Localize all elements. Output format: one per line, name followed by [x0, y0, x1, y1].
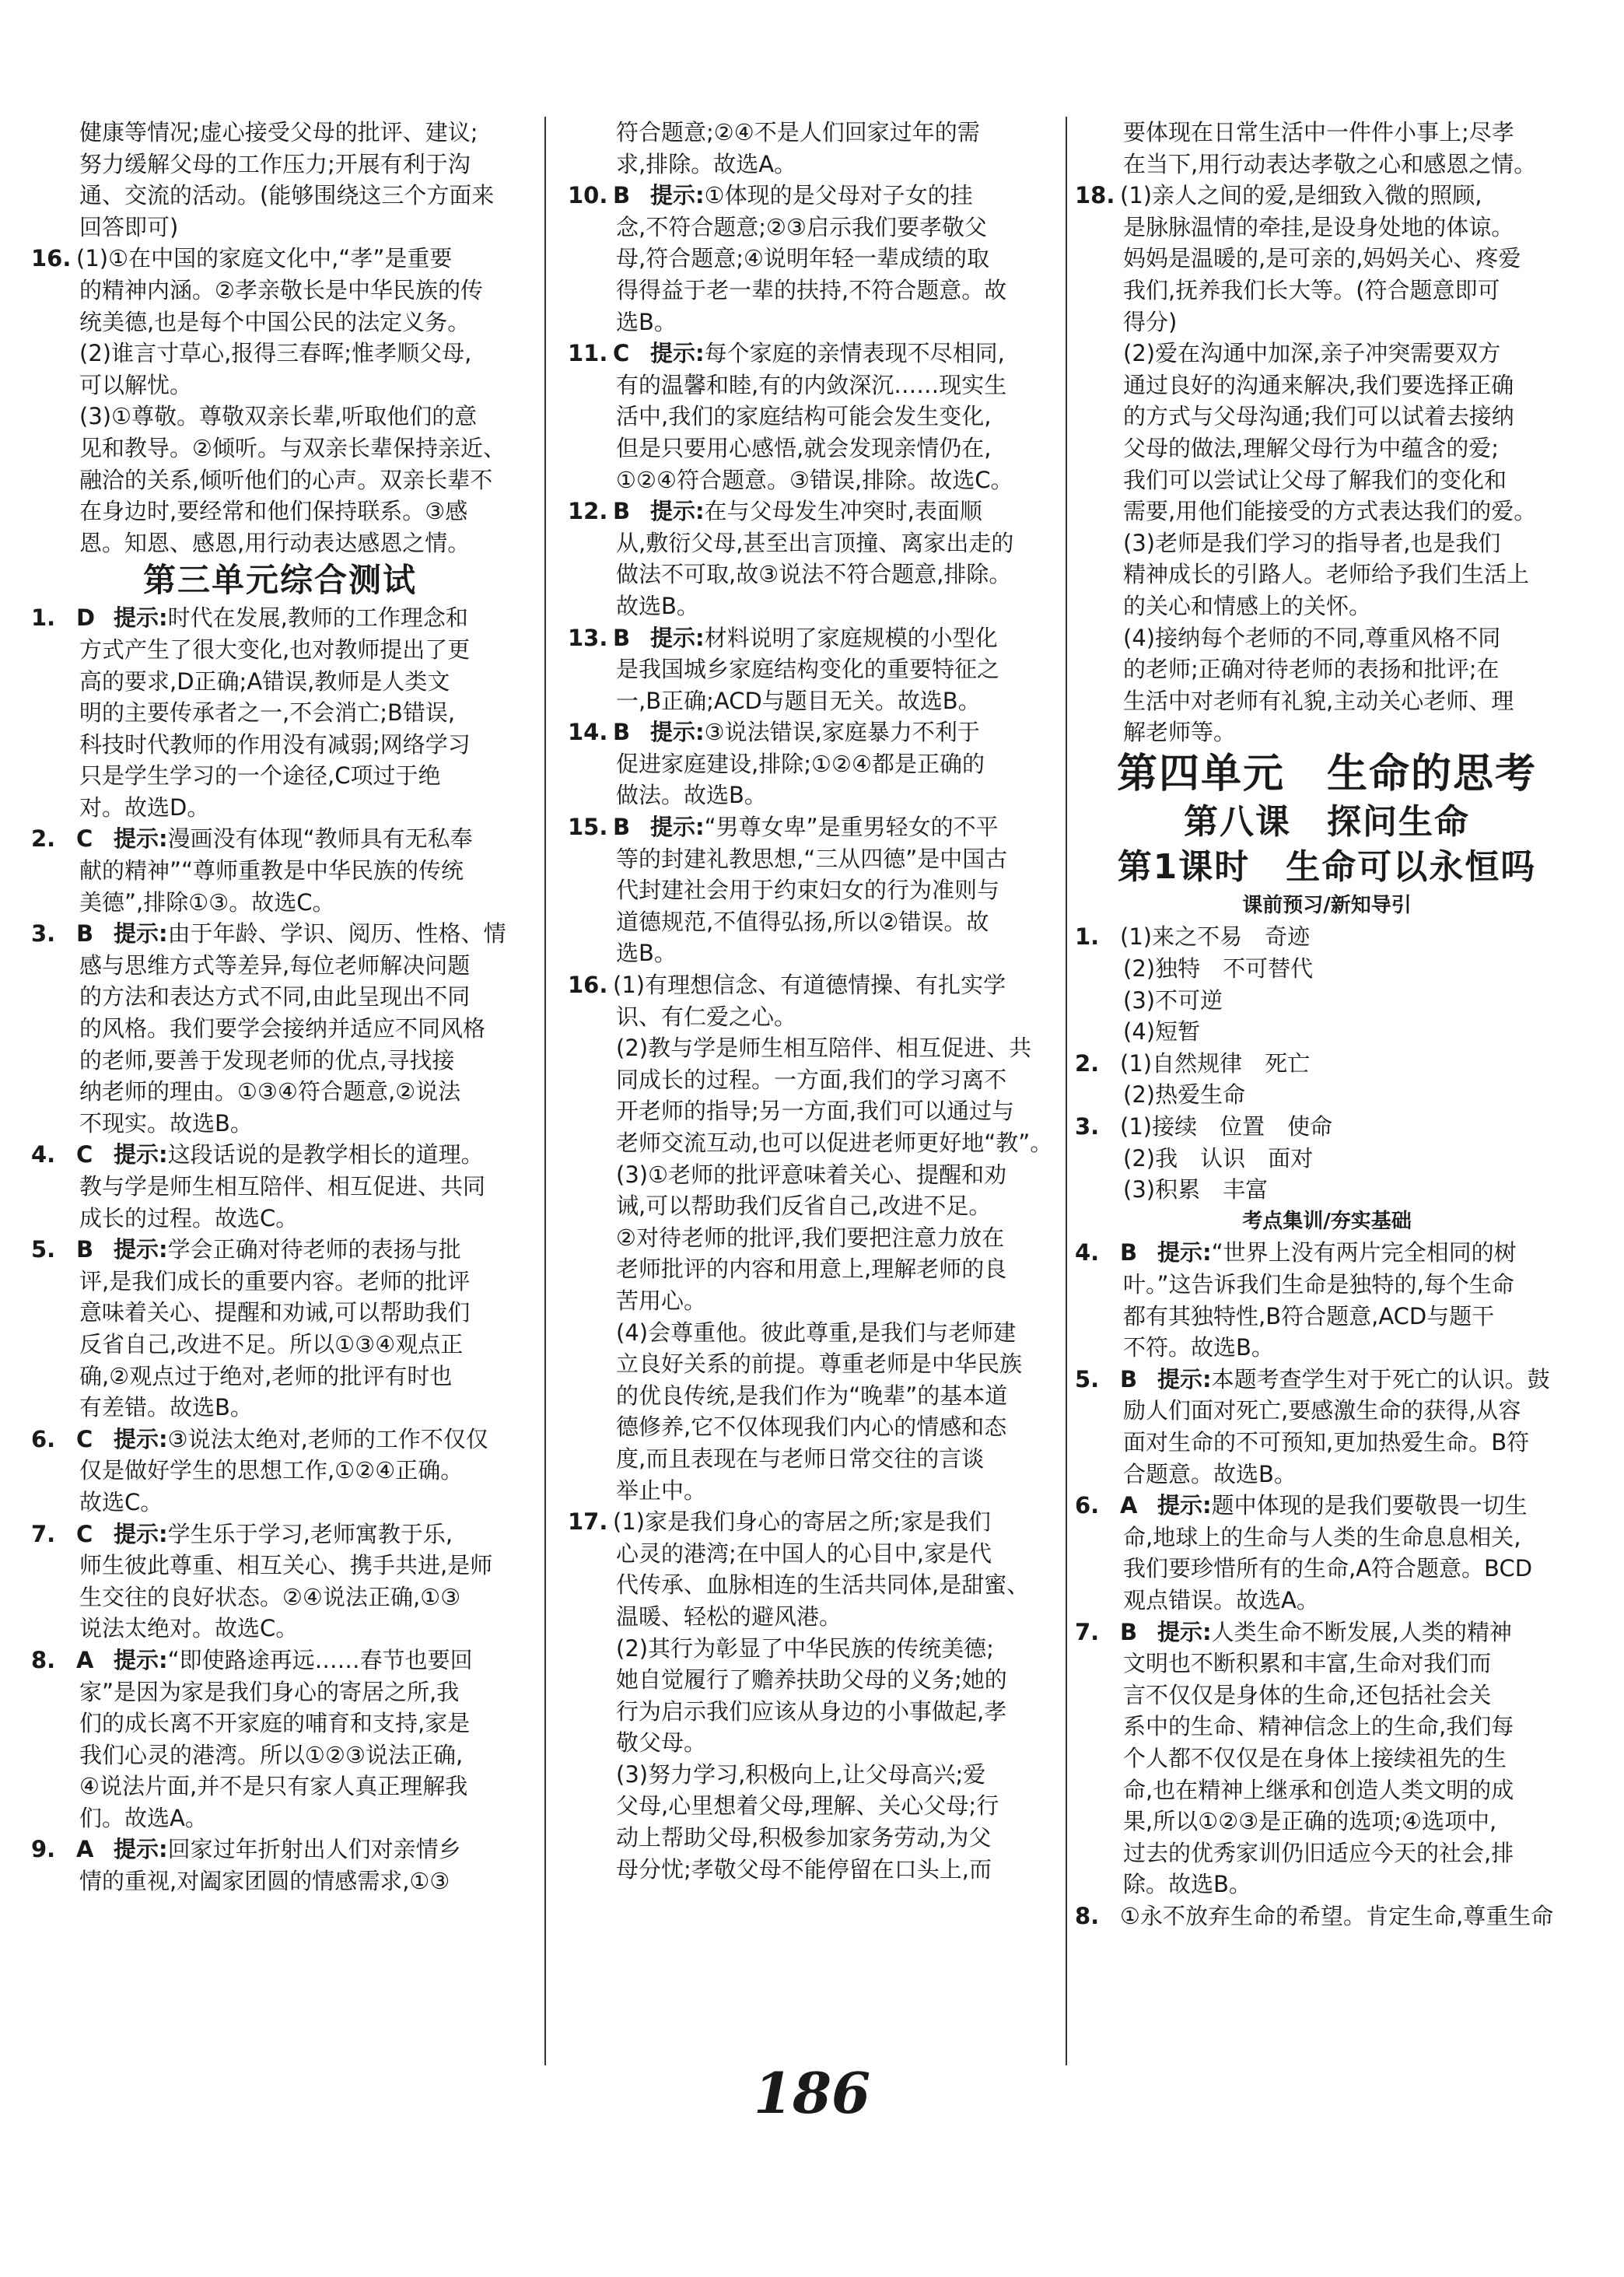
- text-line: 的老师,要善于发现老师的优点,寻找接: [79, 1046, 455, 1074]
- text-line: 动上帮助父母,积极参加家务劳动,为父: [616, 1824, 992, 1851]
- text-line: 感与思维方式等差异,每位老师解决问题: [79, 951, 471, 979]
- text-line: 我们要珍惜所有的生命,A符合题意。BCD: [1123, 1555, 1533, 1582]
- text-line: 立良好关系的前提。尊重老师是中华民族: [616, 1350, 1023, 1378]
- answer-letter: B: [613, 498, 631, 525]
- answer-letter: C: [76, 1425, 93, 1452]
- answer-text: 每个家庭的亲情表现不尽相同,: [704, 340, 1005, 367]
- text-line: 得得益于老一辈的扶持,不符合题意。故: [616, 276, 1007, 303]
- text-line: (2)我 认识 面对: [1123, 1144, 1314, 1172]
- answer-letter: B: [613, 624, 631, 651]
- answer-letter: C: [613, 340, 630, 367]
- hint-label: 提示:: [114, 604, 168, 632]
- text-line: 不现实。故选B。: [79, 1109, 253, 1137]
- text-line: 反省自己,改进不足。所以①③④观点正: [79, 1330, 464, 1357]
- answer-item: [31, 1519, 529, 1550]
- question-number: 11.: [568, 340, 608, 367]
- text-line: 融洽的关系,倾听他们的心声。双亲长辈不: [79, 466, 493, 493]
- text-line: ④说法片面,并不是只有家人真正理解我: [79, 1773, 468, 1800]
- text-line: (3)老师是我们学习的指导者,也是我们: [1123, 529, 1501, 556]
- text-line: 举止中。: [616, 1477, 707, 1504]
- text-line: 诫,可以帮助我们反省自己,改进不足。: [616, 1193, 992, 1220]
- answer-item: [31, 1234, 529, 1266]
- text-line: 的方式与父母沟通;我们可以试着去接纳: [1123, 403, 1514, 430]
- question-number: 15.: [568, 814, 608, 841]
- question-number: 4.: [1075, 1239, 1100, 1266]
- question-number: 1.: [31, 604, 56, 632]
- text-line: (2)爱在沟通中加深,亲子冲突需要双方: [1123, 340, 1501, 367]
- hint-label: 提示:: [1157, 1618, 1212, 1645]
- text-line: (4)会尊重他。彼此尊重,是我们与老师建: [616, 1319, 1017, 1346]
- text-line: (3)①尊敬。尊敬双亲长辈,听取他们的意: [79, 403, 478, 430]
- text-line: 老师交流互动,也可以促进老师更好地“教”。: [616, 1130, 1053, 1156]
- answer-item: [31, 1834, 529, 1865]
- question-number: 16.: [31, 245, 72, 272]
- question-number: 9.: [31, 1836, 56, 1863]
- hint-label: 提示:: [114, 1236, 168, 1263]
- answer-item: [31, 1139, 529, 1171]
- question-number: 17.: [568, 1508, 608, 1536]
- text-line: 励人们面对死亡,要感激生命的获得,从容: [1123, 1397, 1521, 1424]
- answer-item: [568, 1506, 1058, 1538]
- question-number: 3.: [1075, 1113, 1100, 1140]
- question-number: 7.: [1075, 1618, 1100, 1645]
- text-line: 言不仅仅是身体的生命,还包括社会关: [1123, 1681, 1492, 1708]
- section-subheading: 考点集训/夯实基础: [1242, 1209, 1412, 1233]
- answer-letter: B: [1120, 1239, 1138, 1266]
- question-number: 7.: [31, 1520, 56, 1547]
- answer-item: [1075, 1900, 1579, 1932]
- answer-text: 本题考查学生对于死亡的认识。鼓: [1211, 1365, 1550, 1392]
- text-line: 系中的生命、精神信念上的生命,我们每: [1123, 1713, 1514, 1740]
- text-line: 只是学生学习的一个途径,C项过于绝: [79, 762, 441, 790]
- lesson-title: 第八课 探问生命: [1184, 801, 1470, 842]
- text-line: (3)①老师的批评意味着关心、提醒和劝: [616, 1161, 1007, 1188]
- question-number: 2.: [31, 825, 56, 853]
- answer-text: (1)接续 位置 使命: [1120, 1113, 1333, 1140]
- text-line: 故选C。: [79, 1488, 163, 1515]
- answer-letter: B: [613, 182, 631, 209]
- text-line: 精神成长的引路人。老师给予我们生活上: [1123, 561, 1530, 588]
- text-line: 不符。故选B。: [1123, 1334, 1274, 1361]
- answer-text: (1)①在中国的家庭文化中,“孝”是重要: [76, 245, 453, 272]
- answer-item: [1075, 921, 1579, 953]
- text-line: 统美德,也是每个中国公民的法定义务。: [79, 308, 471, 335]
- text-line: 在身边时,要经常和他们保持联系。③感: [79, 498, 468, 525]
- text-line: 温暖、轻松的避风港。: [616, 1603, 842, 1630]
- answer-letter: A: [1120, 1492, 1138, 1519]
- text-line: 有的温馨和睦,有的内敛深沉……现实生: [616, 371, 1007, 398]
- section-subheading: 课前预习/新知导引: [1242, 893, 1412, 917]
- text-line: 识、有仁爱之心。: [616, 1003, 797, 1030]
- text-line: 献的精神”“尊师重教是中华民族的传统: [79, 857, 464, 885]
- text-line: 是脉脉温情的牵挂,是设身处地的体谅。: [1123, 213, 1514, 240]
- hint-label: 提示:: [650, 814, 705, 841]
- text-line: 敬父母。: [616, 1729, 707, 1757]
- question-number: 10.: [568, 182, 608, 209]
- question-number: 16.: [568, 972, 608, 999]
- question-number: 5.: [31, 1236, 56, 1263]
- text-line: 代传承、血脉相连的生活共同体,是甜蜜、: [616, 1571, 1030, 1599]
- answer-text: (1)来之不易 奇迹: [1120, 923, 1311, 951]
- answer-letter: A: [76, 1646, 94, 1673]
- text-line: 父母的做法,理解父母行为中蕴含的爱;: [1123, 434, 1499, 461]
- text-line: 意味着关心、提醒和劝诫,可以帮助我们: [79, 1299, 471, 1326]
- answer-item: [31, 1645, 529, 1676]
- text-line: 苦用心。: [616, 1287, 707, 1314]
- text-line: 同成长的过程。一方面,我们的学习离不: [616, 1066, 1007, 1093]
- question-number: 13.: [568, 624, 608, 651]
- answer-column-1: [31, 117, 529, 1897]
- text-line: 母分忧;孝敬父母不能停留在口头上,而: [616, 1855, 992, 1883]
- answer-item: [1075, 1617, 1579, 1648]
- text-line: 通、交流的活动。(能够围绕这三个方面来: [79, 182, 495, 209]
- hint-label: 提示:: [114, 1646, 168, 1673]
- text-line: (3)努力学习,积极向上,让父母高兴;爱: [616, 1760, 986, 1788]
- text-line: 们。故选A。: [79, 1804, 208, 1831]
- text-line: 需要,用他们能接受的方式表达我们的爱。: [1123, 498, 1537, 525]
- text-line: 老师批评的内容和用意上,理解老师的良: [616, 1256, 1007, 1283]
- answer-item: [31, 823, 529, 855]
- text-line: 求,排除。故选A。: [616, 150, 797, 177]
- text-line: (4)短暂: [1123, 1018, 1201, 1046]
- answer-text: 回家过年折射出人们对亲情乡: [167, 1836, 461, 1863]
- text-line: 方式产生了很大变化,也对教师提出了更: [79, 636, 471, 663]
- unit-heading: 第三单元综合测试: [142, 561, 417, 600]
- text-line: 科技时代教师的作用没有减弱;网络学习: [79, 730, 471, 758]
- text-line: (2)教与学是师生相互陪伴、相互促进、共: [616, 1035, 1032, 1062]
- answer-item: [568, 338, 1058, 370]
- hint-label: 提示:: [650, 182, 705, 209]
- answer-text: 在与父母发生冲突时,表面顺: [704, 498, 982, 525]
- question-number: 12.: [568, 498, 608, 525]
- answer-item: [568, 969, 1058, 1001]
- answer-item: [31, 602, 529, 634]
- hint-label: 提示:: [650, 340, 705, 367]
- text-line: 回答即可): [79, 213, 179, 240]
- text-line: (2)热爱生命: [1123, 1081, 1246, 1109]
- hint-label: 提示:: [114, 920, 168, 948]
- answer-text: 材料说明了家庭规模的小型化: [704, 624, 998, 651]
- answer-letter: C: [76, 1520, 93, 1547]
- column-divider-right: [1066, 117, 1067, 2065]
- text-line: 过去的优秀家训仍旧适应今天的社会,排: [1123, 1839, 1514, 1866]
- text-line: 的优良传统,是我们作为“晚辈”的基本道: [616, 1382, 1008, 1409]
- answer-letter: D: [76, 604, 96, 632]
- hint-label: 提示:: [1157, 1492, 1212, 1519]
- answer-column-3: [1075, 117, 1579, 1932]
- text-line: 要体现在日常生活中一件件小事上;尽孝: [1123, 119, 1514, 145]
- text-line: 我们可以尝试让父母了解我们的变化和: [1123, 466, 1507, 493]
- text-line: 解老师等。: [1123, 719, 1237, 746]
- answer-text: ③说法错误,家庭暴力不利于: [704, 719, 980, 746]
- text-line: 她自觉履行了赡养扶助父母的义务;她的: [616, 1666, 1007, 1694]
- question-number: 5.: [1075, 1365, 1100, 1392]
- answer-column-2: [568, 117, 1058, 1885]
- answer-text: 题中体现的是我们要敬畏一切生: [1211, 1492, 1528, 1519]
- text-line: 符合题意;②④不是人们回家过年的需: [616, 119, 980, 145]
- text-line: 的关心和情感上的关怀。: [1123, 592, 1372, 619]
- unit-title: 第四单元 生命的思考: [1116, 750, 1537, 797]
- text-line: (2)谁言寸草心,报得三春晖;惟孝顺父母,: [79, 340, 472, 367]
- hint-label: 提示:: [114, 1520, 168, 1547]
- answer-item: [568, 716, 1058, 748]
- text-line: 健康等情况;虚心接受父母的批评、建议;: [79, 119, 478, 145]
- page-number: 186: [753, 2060, 871, 2126]
- answer-text: (1)有理想信念、有道德情操、有扎实学: [613, 972, 1006, 999]
- column-divider-left: [544, 117, 546, 2065]
- text-line: 开老师的指导;另一方面,我们可以通过与: [616, 1098, 1014, 1125]
- text-line: 美德”,排除①③。故选C。: [79, 888, 335, 916]
- text-line: 的风格。我们要学会接纳并适应不同风格: [79, 1015, 486, 1042]
- text-line: 成长的过程。故选C。: [79, 1204, 299, 1231]
- text-line: 情的重视,对阖家团圆的情感需求,①③: [79, 1868, 450, 1895]
- answer-text: 学会正确对待老师的表扬与批: [167, 1236, 461, 1263]
- question-number: 4.: [31, 1141, 56, 1168]
- text-line: 可以解忧。: [79, 371, 193, 398]
- question-number: 1.: [1075, 923, 1100, 951]
- text-line: 我们心灵的港湾。所以①②③说法正确,: [79, 1741, 464, 1768]
- hint-label: 提示:: [114, 825, 168, 853]
- text-line: 叶。”这告诉我们生命是独特的,每个生命: [1123, 1271, 1514, 1298]
- text-line: 努力缓解父母的工作压力;开展有利于沟: [79, 150, 471, 177]
- hint-label: 提示:: [650, 624, 705, 651]
- text-line: 文明也不断积累和丰富,生命对我们而: [1123, 1650, 1492, 1677]
- text-line: 通过良好的沟通来解决,我们要选择正确: [1123, 371, 1514, 398]
- text-line: 确,②观点过于绝对,老师的批评有时也: [79, 1362, 453, 1389]
- text-line: 个人都不仅仅是在身体上接续祖先的生: [1123, 1744, 1507, 1771]
- answer-letter: C: [76, 1141, 93, 1168]
- hint-label: 提示:: [114, 1425, 168, 1452]
- text-line: (2)其行为彰显了中华民族的传统美德;: [616, 1634, 994, 1662]
- text-line: 恩。知恩、感恩,用行动表达感恩之情。: [79, 529, 471, 556]
- hint-label: 提示:: [114, 1141, 168, 1168]
- text-line: 果,所以①②③是正确的选项;④选项中,: [1123, 1808, 1497, 1835]
- answer-item: [31, 918, 529, 950]
- hint-label: 提示:: [650, 498, 705, 525]
- text-line: 等的封建礼教思想,“三从四德”是中国古: [616, 845, 1008, 872]
- text-line: 纳老师的理由。①③④符合题意,②说法: [79, 1078, 461, 1105]
- answer-text: ③说法太绝对,老师的工作不仅仅: [167, 1425, 488, 1452]
- text-line: 一,B正确;ACD与题目无关。故选B。: [616, 687, 981, 714]
- answer-item: [1075, 180, 1579, 212]
- text-line: 得分): [1123, 308, 1178, 335]
- answer-text: 这段话说的是教学相长的道理。: [167, 1141, 484, 1168]
- answer-text: (1)家是我们身心的寄居之所;家是我们: [613, 1508, 991, 1536]
- text-line: 有差错。故选B。: [79, 1394, 253, 1421]
- text-line: 活中,我们的家庭结构可能会发生变化,: [616, 403, 992, 430]
- text-line: 做法不可取,故③说法不符合题意,排除。: [616, 561, 1012, 588]
- answer-letter: B: [76, 920, 94, 948]
- text-line: 代封建社会用于约束妇女的行为准则与: [616, 877, 1000, 904]
- text-line: 我们,抚养我们长大等。(符合题意即可: [1123, 276, 1500, 303]
- question-number: 6.: [31, 1425, 56, 1452]
- text-line: 师生彼此尊重、相互关心、携手共进,是师: [79, 1552, 493, 1579]
- answer-item: [31, 243, 529, 275]
- text-line: 选B。: [616, 940, 677, 967]
- text-line: 德修养,它不仅体现我们内心的情感和态: [616, 1413, 1007, 1441]
- answer-item: [568, 811, 1058, 843]
- answer-text: 漫画没有体现“教师具有无私奉: [167, 825, 473, 853]
- text-line: 是我国城乡家庭结构变化的重要特征之: [616, 656, 1000, 683]
- answer-item: [568, 622, 1058, 654]
- text-line: 道德规范,不值得弘扬,所以②错误。故: [616, 908, 989, 935]
- text-line: 都有其独特性,B符合题意,ACD与题干: [1123, 1302, 1495, 1329]
- text-line: 的老师;正确对待老师的表扬和批评;在: [1123, 656, 1500, 683]
- answer-letter: A: [76, 1836, 94, 1863]
- text-line: 说法太绝对。故选C。: [79, 1615, 299, 1642]
- text-line: 念,不符合题意;②③启示我们要孝敬父: [616, 213, 987, 240]
- hint-label: 提示:: [1157, 1239, 1212, 1266]
- text-line: 从,敷衍父母,甚至出言顶撞、离家出走的: [616, 529, 1014, 556]
- text-line: (2)独特 不可替代: [1123, 955, 1314, 983]
- text-line: ②对待老师的批评,我们要把注意力放在: [616, 1224, 1005, 1251]
- answer-letter: B: [1120, 1618, 1138, 1645]
- text-line: (3)积累 丰富: [1123, 1176, 1269, 1203]
- text-line: 选B。: [616, 308, 677, 335]
- text-line: 命,也在精神上继承和创造人类文明的成: [1123, 1776, 1514, 1803]
- question-number: 2.: [1075, 1049, 1100, 1077]
- answer-letter: B: [1120, 1365, 1138, 1392]
- answer-item: [568, 180, 1058, 212]
- text-line: 仅是做好学生的思想工作,①②④正确。: [79, 1457, 464, 1484]
- answer-text: (1)自然规律 死亡: [1120, 1049, 1311, 1077]
- text-line: 面对生命的不可预知,更加热爱生命。B符: [1123, 1428, 1530, 1456]
- answer-text: ①永不放弃生命的希望。肯定生命,尊重生命: [1120, 1902, 1554, 1929]
- answer-letter: B: [613, 814, 631, 841]
- question-number: 3.: [31, 920, 56, 948]
- question-number: 8.: [31, 1646, 56, 1673]
- text-line: (3)不可逆: [1123, 986, 1223, 1014]
- answer-letter: B: [613, 719, 631, 746]
- lesson-title: 第1课时 生命可以永恒吗: [1117, 846, 1537, 887]
- text-line: 生交往的良好状态。②④说法正确,①③: [79, 1583, 461, 1610]
- hint-label: 提示:: [650, 719, 705, 746]
- text-line: 的方法和表达方式不同,由此呈现出不同: [79, 983, 471, 1011]
- question-number: 14.: [568, 719, 608, 746]
- text-line: 心灵的港湾;在中国人的心目中,家是代: [616, 1540, 992, 1567]
- text-line: 母,符合题意;④说明年轻一辈成绩的取: [616, 245, 989, 272]
- answer-text: (1)亲人之间的爱,是细致入微的照顾,: [1120, 182, 1482, 209]
- question-number: 8.: [1075, 1902, 1100, 1929]
- answer-item: [1075, 1490, 1579, 1522]
- text-line: 家”是因为家是我们身心的寄居之所,我: [79, 1678, 460, 1705]
- text-line: 高的要求,D正确;A错误,教师是人类文: [79, 667, 450, 695]
- answer-letter: B: [76, 1236, 94, 1263]
- answer-item: [1075, 1048, 1579, 1080]
- text-line: 评,是我们成长的重要内容。老师的批评: [79, 1267, 471, 1294]
- answer-text: 时代在发展,教师的工作理念和: [167, 604, 468, 632]
- text-line: 父母,心里想着父母,理解、关心父母;行: [616, 1792, 999, 1820]
- text-line: ①②④符合题意。③错误,排除。故选C。: [616, 466, 1013, 493]
- text-line: 教与学是师生相互陪伴、相互促进、共同: [79, 1173, 486, 1200]
- text-line: (4)接纳每个老师的不同,尊重风格不同: [1123, 624, 1501, 651]
- text-line: 合题意。故选B。: [1123, 1460, 1297, 1487]
- answer-text: “即使路途再远……春节也要回: [167, 1646, 473, 1673]
- text-line: 促进家庭建设,排除;①②④都是正确的: [616, 750, 985, 777]
- text-line: 故选B。: [616, 592, 699, 619]
- question-number: 6.: [1075, 1492, 1100, 1519]
- text-line: 妈妈是温暖的,是可亲的,妈妈关心、疼爱: [1123, 245, 1521, 272]
- text-line: 但是只要用心感悟,就会发现亲情仍在,: [616, 434, 992, 461]
- answer-item: [568, 496, 1058, 527]
- text-line: 见和教导。②倾听。与双亲长辈保持亲近、: [79, 434, 506, 461]
- text-line: 在当下,用行动表达孝敬之心和感恩之情。: [1123, 150, 1537, 177]
- answer-text: “世界上没有两片完全相同的树: [1211, 1239, 1517, 1266]
- answer-text: 人类生命不断发展,人类的精神: [1211, 1618, 1512, 1645]
- text-line: 度,而且表现在与老师日常交往的言谈: [616, 1445, 985, 1472]
- answer-item: [31, 1424, 529, 1456]
- answer-item: [1075, 1111, 1579, 1143]
- text-line: 的精神内涵。②孝亲敬长是中华民族的传: [79, 276, 483, 303]
- text-line: 们的成长离不开家庭的哺育和支持,家是: [79, 1710, 471, 1737]
- question-number: 18.: [1075, 182, 1115, 209]
- text-line: 观点错误。故选A。: [1123, 1586, 1319, 1613]
- text-line: 生活中对老师有礼貌,主动关心老师、理: [1123, 687, 1514, 714]
- answer-item: [1075, 1364, 1579, 1396]
- answer-text: 学生乐于学习,老师寓教于乐,: [167, 1520, 453, 1547]
- text-line: 命,地球上的生命与人类的生命息息相关,: [1123, 1523, 1521, 1550]
- text-line: 除。故选B。: [1123, 1871, 1251, 1898]
- answer-text: “男尊女卑”是重男轻女的不平: [704, 814, 999, 841]
- answer-item: [1075, 1237, 1579, 1269]
- text-line: 明的主要传承者之一,不会消亡;B错误,: [79, 699, 456, 727]
- answer-letter: C: [76, 825, 93, 853]
- hint-label: 提示:: [1157, 1365, 1212, 1392]
- text-line: 做法。故选B。: [616, 782, 767, 809]
- answer-text: ①体现的是父母对子女的挂: [704, 182, 973, 209]
- answer-text: 由于年龄、学识、阅历、性格、情: [167, 920, 506, 948]
- text-line: 对。故选D。: [79, 793, 210, 821]
- text-line: 行为启示我们应该从身边的小事做起,孝: [616, 1697, 1007, 1725]
- hint-label: 提示:: [114, 1836, 168, 1863]
